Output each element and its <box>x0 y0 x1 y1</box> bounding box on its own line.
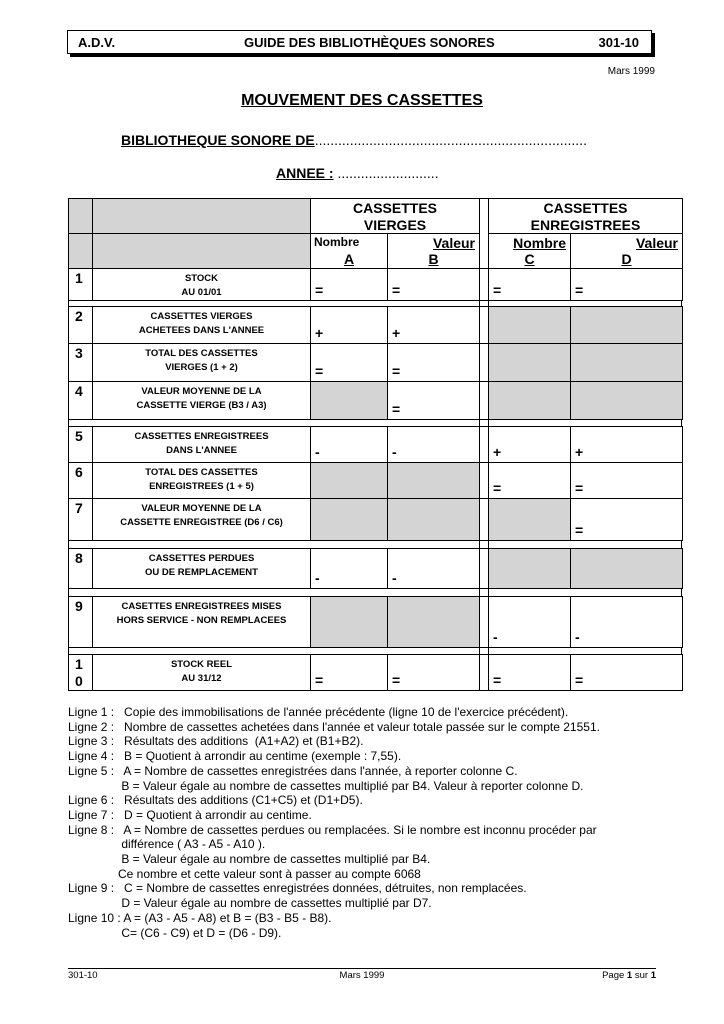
row-3-number <box>68 343 93 382</box>
row-3-a-sign: = <box>315 363 324 379</box>
row-label-text: CASSETTES ENREGISTREES DANS L'ANNEE <box>134 431 269 456</box>
row-7-cell-b <box>387 498 480 541</box>
row-1-gap <box>479 268 489 301</box>
row-6-cell-b <box>387 462 480 499</box>
row-5-cell-b <box>387 426 480 463</box>
row-1-a-sign: = <box>315 282 324 298</box>
col-c-header <box>488 233 571 269</box>
row-5-gap <box>479 426 489 463</box>
row-6-cell-d <box>570 462 683 499</box>
row-2-number <box>68 306 93 344</box>
footer-left: 301-10 <box>68 970 98 981</box>
note-line: différence ( A3 - A5 - A10 ). <box>68 837 266 852</box>
row-label-text: TOTAL DES CASSETTES ENREGISTREES (1 + 5) <box>145 467 258 492</box>
row-9-cell-d <box>570 596 683 648</box>
row-1-cell-d <box>570 268 683 301</box>
row-2-cell-b <box>387 306 480 344</box>
group-vierges-title: CASSETTES VIERGES <box>352 200 437 233</box>
row-10-label <box>92 654 311 691</box>
row-4-gap <box>479 381 489 420</box>
row-9-cell-a <box>310 596 388 648</box>
row-9-cell-c <box>488 596 571 648</box>
header-center: GUIDE DES BIBLIOTHÈQUES SONORES <box>244 35 495 50</box>
col-d-name: Valeur <box>635 235 678 251</box>
note-line: Ligne 1 : Copie des immobilisations de l'année précédente (ligne 10 de l'exercice précédent). <box>68 705 569 719</box>
row-1-label <box>92 268 311 301</box>
header-right: 301-10 <box>598 35 639 50</box>
col-b-name: Valeur <box>432 235 475 251</box>
row-4-b-sign: = <box>392 401 401 417</box>
row-10-d-sign: = <box>575 672 584 688</box>
row-8-cell-a <box>310 548 388 589</box>
row-label-text: STOCK REEL AU 31/12 <box>170 659 233 684</box>
row-number-text: 1 <box>75 270 83 286</box>
row-label-text: CASSETTES VIERGES ACHETEES DANS L'ANNEE <box>138 311 265 336</box>
row-label-text: STOCK AU 01/01 <box>181 273 222 298</box>
note-line: B = Valeur égale au nombre de cassettes multiplié par B4. Valeur à reporter colonne D. <box>68 778 584 793</box>
row-8-number <box>68 548 93 589</box>
note-line: Ligne 7 : D = Quotient à arrondir au centime. <box>68 807 312 822</box>
annee-dots: .......................... <box>333 165 439 181</box>
note-line: Ce nombre et cette valeur sont à passer au compte 6068 <box>68 866 421 881</box>
row-5-label <box>92 426 311 463</box>
row-6-gap <box>479 462 489 499</box>
header-blank-num-2 <box>68 233 93 269</box>
row-9-cell-b <box>387 596 480 648</box>
footer-page-sep: sur <box>632 970 651 981</box>
row-1-c-sign: = <box>493 282 502 298</box>
row-2-b-sign: + <box>392 325 401 341</box>
footer-page-prefix: Page <box>602 970 627 981</box>
row-10-cell-b <box>387 654 480 691</box>
note-line: Ligne 9 : C = Nombre de cassettes enregistrées données, détruites, non remplacées. <box>68 881 527 896</box>
row-1-number <box>68 268 93 301</box>
row-2-label <box>92 306 311 344</box>
row-7-cell-c <box>488 498 571 541</box>
row-number-text: 1 0 <box>75 656 83 689</box>
row-8-cell-d <box>570 548 683 589</box>
note-line: Ligne 4 : B = Quotient à arrondir au centime (exemple : 7,55). <box>68 749 402 764</box>
col-c-letter: C <box>524 251 535 267</box>
col-c-name: Nombre <box>513 235 566 251</box>
row-8-cell-b <box>387 548 480 589</box>
row-4-cell-c <box>488 381 571 420</box>
footer-page <box>602 970 656 981</box>
header-blank-label <box>92 198 311 234</box>
row-9-label <box>92 596 311 648</box>
header-blank-num <box>68 198 93 234</box>
header-blank-label-2 <box>92 233 311 269</box>
row-7-label <box>92 498 311 541</box>
note-line: Ligne 3 : Résultats des additions (A1+A2) et (B1+B2). <box>68 734 364 749</box>
row-5-cell-c <box>488 426 571 463</box>
row-3-cell-a <box>310 343 388 382</box>
row-number-text: 8 <box>75 550 83 566</box>
bibliotheque-line <box>121 132 587 148</box>
row-label-text: TOTAL DES CASSETTES VIERGES (1 + 2) <box>145 348 258 373</box>
row-label-text: CASETTES ENREGISTREES MISES HORS SERVICE - NON REMPLACEES <box>116 601 287 626</box>
row-2-cell-a <box>310 306 388 344</box>
row-4-cell-d <box>570 381 683 420</box>
bibliotheque-label: BIBLIOTHEQUE SONORE DE <box>121 132 315 148</box>
row-9-d-sign: - <box>575 629 580 645</box>
row-10-cell-c <box>488 654 571 691</box>
row-1-b-sign: = <box>392 282 401 298</box>
note-line: Ligne 10 : A = (A3 - A5 - A8) et B = (B3 - B5 - B8). <box>68 910 332 925</box>
row-7-cell-a <box>310 498 388 541</box>
col-b-letter: B <box>428 251 439 267</box>
col-b-header <box>387 233 480 269</box>
note-line: C= (C6 - C9) et D = (D6 - D9). <box>68 925 282 940</box>
row-4-cell-b <box>387 381 480 420</box>
row-10-number <box>68 654 93 691</box>
row-number-text: 9 <box>75 598 83 614</box>
row-5-number <box>68 426 93 463</box>
row-6-number <box>68 462 93 499</box>
note-line: B = Valeur égale au nombre de cassettes multiplié par B4. <box>68 852 431 867</box>
col-a-letter: A <box>343 251 355 267</box>
row-9-gap <box>479 596 489 648</box>
row-6-cell-c <box>488 462 571 499</box>
row-6-cell-a <box>310 462 388 499</box>
row-8-label <box>92 548 311 589</box>
row-10-cell-d <box>570 654 683 691</box>
row-10-c-sign: = <box>493 672 502 688</box>
row-7-number <box>68 498 93 541</box>
note-line: Ligne 5 : A = Nombre de cassettes enregistrées dans l'année, à reporter colonne C. <box>68 763 518 778</box>
row-3-cell-c <box>488 343 571 382</box>
header-left: A.D.V. <box>78 35 116 50</box>
row-6-d-sign: = <box>575 480 584 496</box>
row-9-c-sign: - <box>493 629 498 645</box>
page-title: MOUVEMENT DES CASSETTES <box>241 92 483 109</box>
group-enregistrees-header <box>488 198 683 234</box>
col-a-header <box>310 233 388 269</box>
row-5-d-sign: + <box>575 444 584 460</box>
row-1-d-sign: = <box>575 282 584 298</box>
col-d-header <box>570 233 683 269</box>
row-number-text: 4 <box>75 383 83 399</box>
footer-divider <box>68 968 656 969</box>
top-date: Mars 1999 <box>607 66 655 77</box>
row-7-d-sign: = <box>575 522 584 538</box>
row-10-cell-a <box>310 654 388 691</box>
row-number-text: 6 <box>75 464 83 480</box>
note-line: Ligne 8 : A = Nombre de cassettes perdues ou remplacées. Si le nombre est inconnu procéder par <box>68 822 597 837</box>
col-d-letter: D <box>621 251 632 267</box>
row-5-b-sign: - <box>392 444 397 460</box>
row-10-a-sign: = <box>315 672 324 688</box>
row-5-cell-d <box>570 426 683 463</box>
row-3-gap <box>479 343 489 382</box>
row-5-cell-a <box>310 426 388 463</box>
row-number-text: 2 <box>75 308 83 324</box>
row-7-cell-d <box>570 498 683 541</box>
row-8-cell-c <box>488 548 571 589</box>
group-vierges-header <box>310 198 480 234</box>
row-4-number <box>68 381 93 420</box>
row-8-gap <box>479 548 489 589</box>
row-10-b-sign: = <box>392 672 401 688</box>
bibliotheque-dots: ...................................................................... <box>314 132 587 148</box>
footer-page-number: 1 <box>626 970 633 981</box>
row-8-a-sign: - <box>315 570 320 586</box>
row-6-c-sign: = <box>493 480 502 496</box>
row-label-text: VALEUR MOYENNE DE LA CASSETTE VIERGE (B3 / A3) <box>136 386 267 411</box>
row-number-text: 7 <box>75 500 83 516</box>
note-line: Ligne 6 : Résultats des additions (C1+C5) et (D1+D5). <box>68 793 363 808</box>
row-8-b-sign: - <box>392 570 397 586</box>
group-enregistrees-title: CASSETTES ENREGISTREES <box>530 200 641 233</box>
row-7-gap <box>479 498 489 541</box>
row-1-cell-c <box>488 268 571 301</box>
row-3-cell-d <box>570 343 683 382</box>
annee-line <box>276 165 439 181</box>
row-number-text: 5 <box>75 428 83 444</box>
row-9-number <box>68 596 93 648</box>
row-2-a-sign: + <box>315 325 324 341</box>
row-2-cell-c <box>488 306 571 344</box>
row-1-cell-b <box>387 268 480 301</box>
row-label-text: VALEUR MOYENNE DE LA CASSETTE ENREGISTREE (D6 / C6) <box>120 503 283 528</box>
col-a-name: Nombre <box>314 235 360 249</box>
cassette-table <box>68 198 682 690</box>
notes-block <box>68 705 600 940</box>
row-5-c-sign: + <box>493 444 502 460</box>
row-number-text: 3 <box>75 345 83 361</box>
note-line: D = Valeur égale au nombre de cassettes multiplié par D7. <box>68 896 432 911</box>
note-line: Ligne 2 : Nombre de cassettes achetées dans l'année et valeur totale passée sur le compte 21551. <box>68 719 600 734</box>
row-3-label <box>92 343 311 382</box>
document-header <box>67 30 652 54</box>
row-6-label <box>92 462 311 499</box>
row-3-b-sign: = <box>392 363 401 379</box>
row-2-cell-d <box>570 306 683 344</box>
footer-page-total: 1 <box>650 970 656 981</box>
row-4-label <box>92 381 311 420</box>
row-4-cell-a <box>310 381 388 420</box>
row-label-text: CASSETTES PERDUES OU DE REMPLACEMENT <box>145 553 258 578</box>
row-1-cell-a <box>310 268 388 301</box>
row-5-a-sign: - <box>315 444 320 460</box>
annee-label: ANNEE : <box>276 165 334 181</box>
row-2-gap <box>479 306 489 344</box>
row-3-cell-b <box>387 343 480 382</box>
row-10-gap <box>479 654 489 691</box>
footer-center: Mars 1999 <box>339 970 385 981</box>
